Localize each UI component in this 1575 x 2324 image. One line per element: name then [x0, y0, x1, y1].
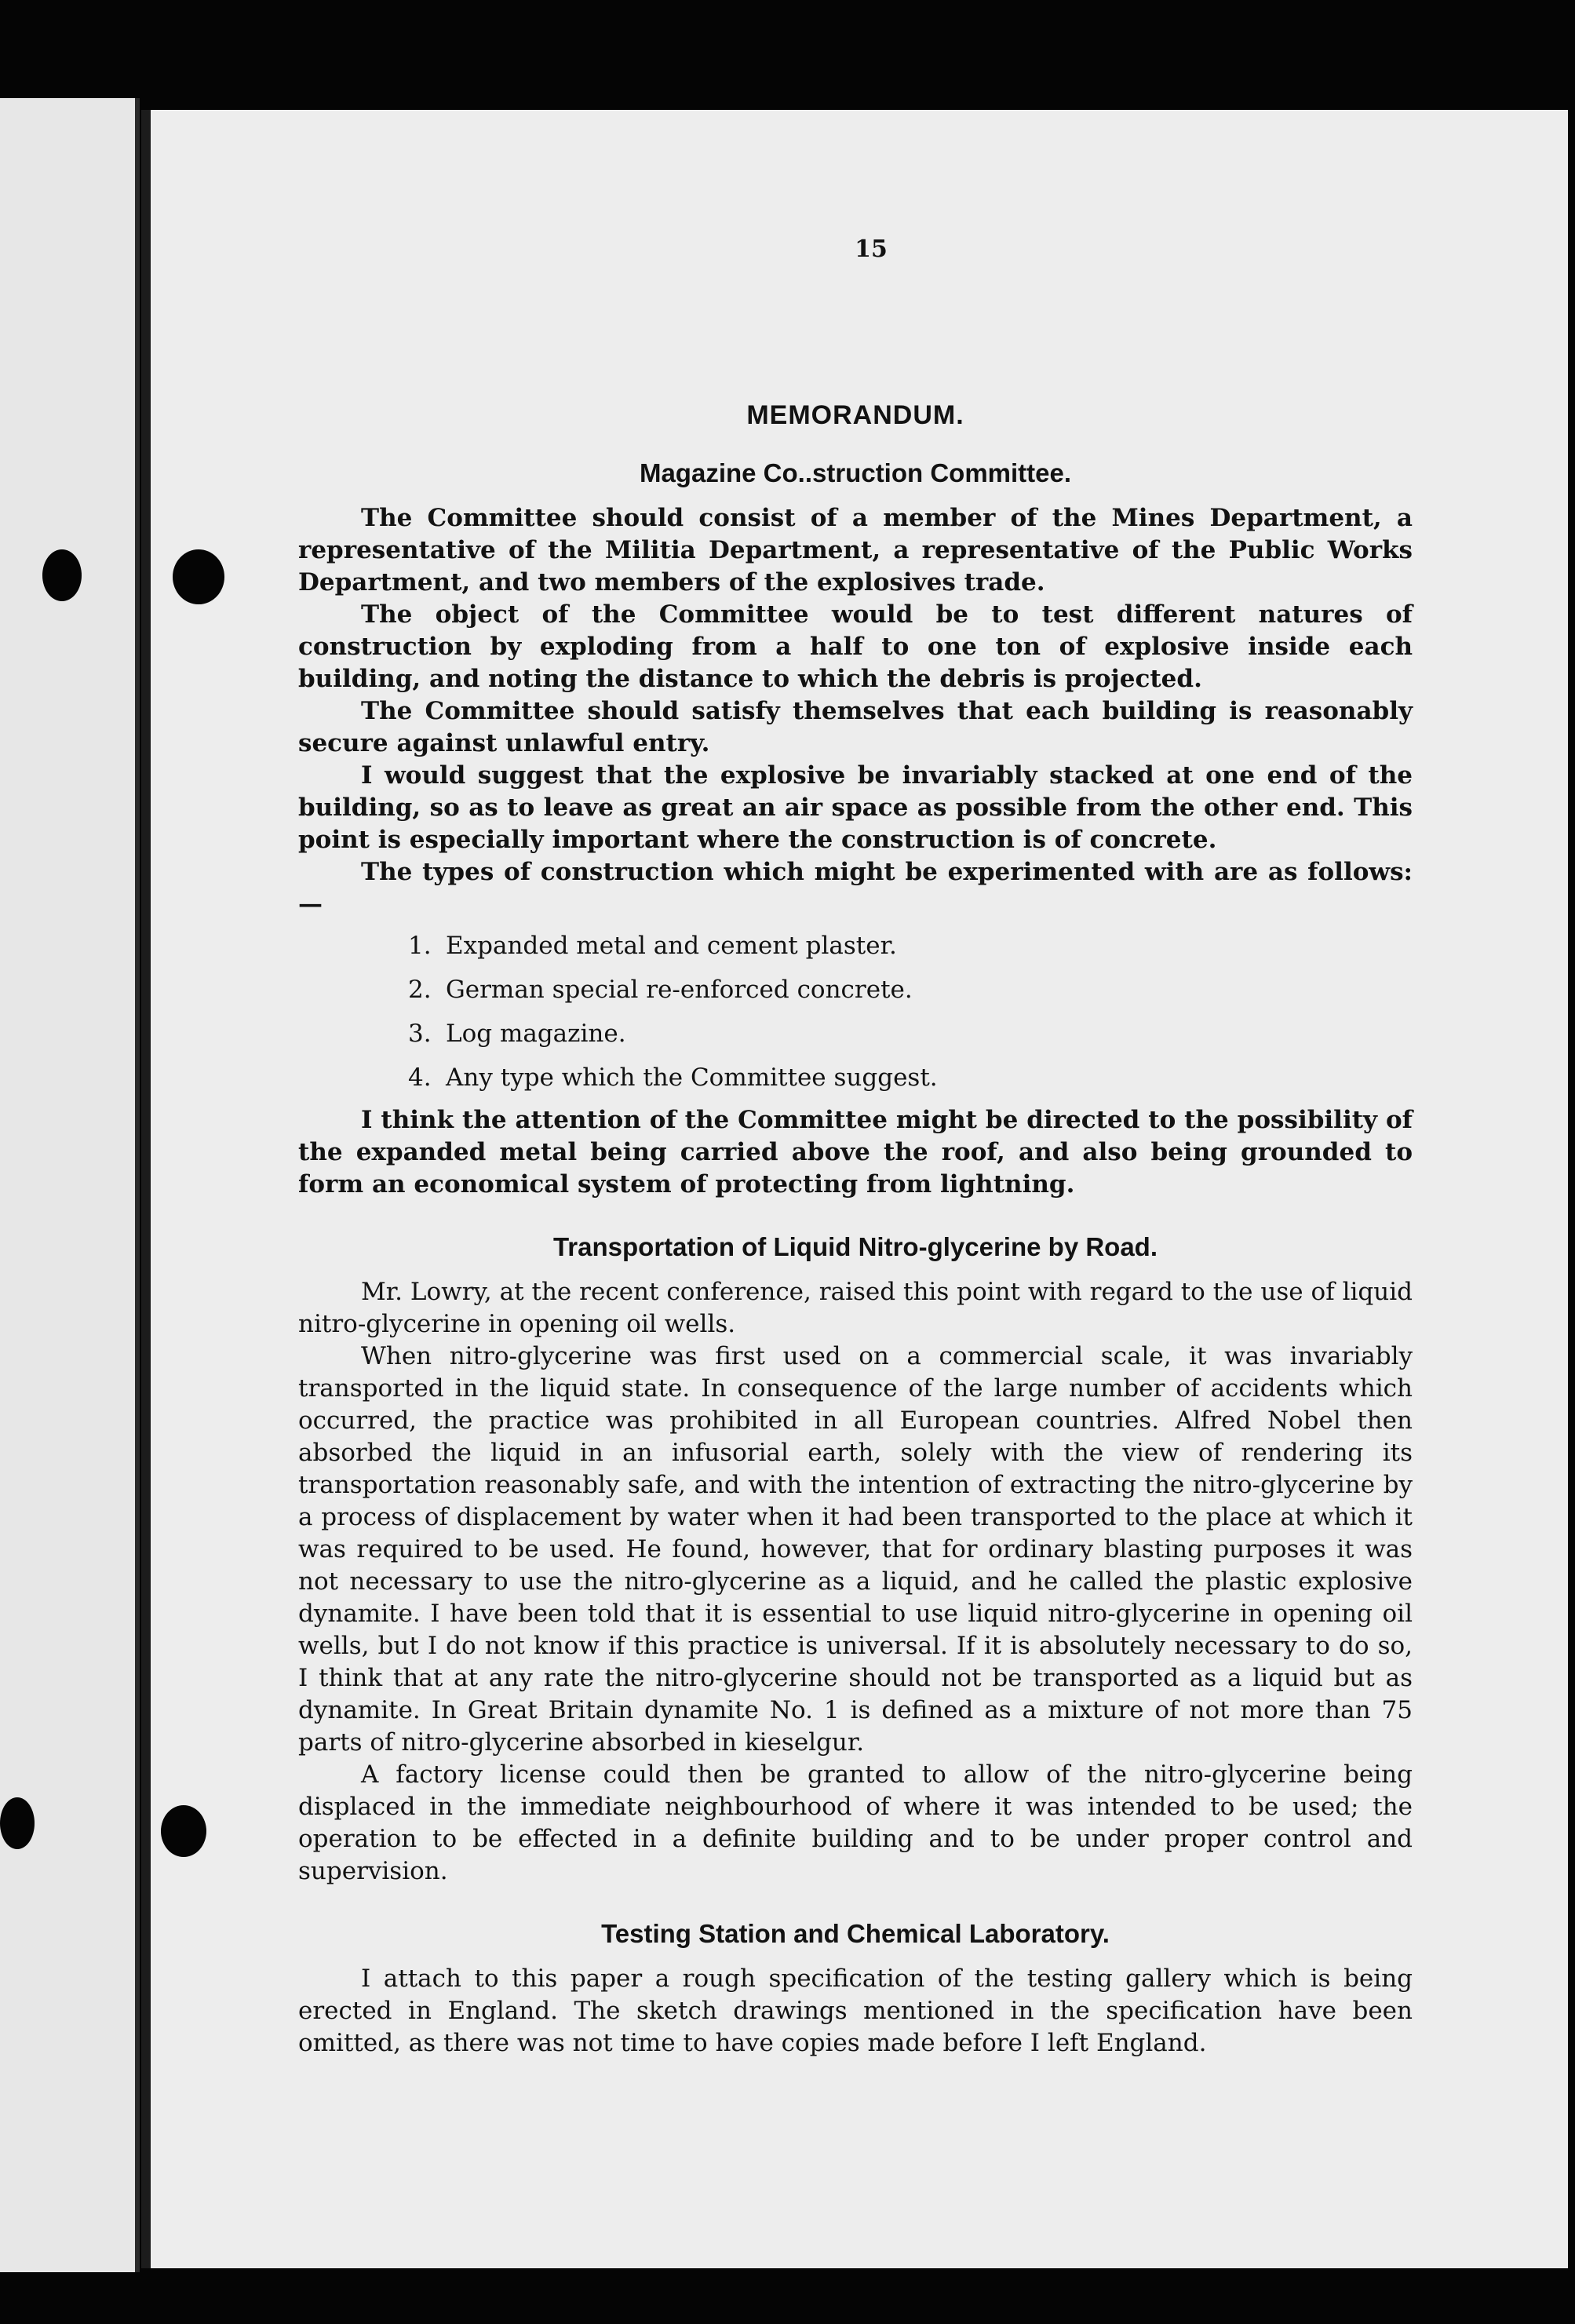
list-text: Any type which the Committee suggest. — [446, 1063, 938, 1092]
paragraph: The Committee should consist of a member of the Mines Department, a representative of the Militia Department, a representative of the Public Works Department, and two members of the explosives trade. — [298, 504, 1413, 597]
paragraph: I think the attention of the Committee might be directed to the possibility of the expanded metal being carried above the roof, and also being grounded to form an economical system of protecting from lightning. — [298, 1106, 1413, 1198]
paragraph: A factory license could then be granted to allow of the nitro-glycerine being displaced in the immediate neighbourhood of where it was intended to be used; the operation to be effected in a definite building and to be under proper control and supervision. — [298, 1760, 1413, 1885]
list-number: 1. — [408, 932, 432, 960]
list-number: 4. — [408, 1063, 432, 1092]
section-heading: Transportation of Liquid Nitro-glycerine by Road. — [552, 1232, 1158, 1261]
punch-hole-icon — [0, 1797, 35, 1849]
paragraph: Mr. Lowry, at the recent conference, raised this point with regard to the use of liquid nitro-glycerine in opening oil wells. — [298, 1278, 1413, 1338]
paragraph: The object of the Committee would be to test different natures of construction by exploding from a half to one ton of explosive inside each building, and noting the distance to which the debris is projected. — [298, 600, 1413, 693]
list-item — [298, 1012, 1413, 1056]
paragraph: I would suggest that the explosive be invariably stacked at one end of the building, so as to leave as great an air space as possible from the other end. This point is especially important where the construction is of concrete. — [298, 761, 1413, 854]
list-text: Log magazine. — [446, 1020, 626, 1048]
construction-types-list — [298, 924, 1413, 1100]
paragraph: When nitro-glycerine was first used on a commercial scale, it was invariably transported in the liquid state. In consequence of the large number of accidents which occurred, the practice was prohibited in all European countries. Alfred Nobel then absorbed the liquid in an infusorial earth, solely with the view of rendering its transportation reasonably safe, and with the intention of extracting the nitro-glycerine by a process of displacement by water when it had been transported to the place at which it was required to be used. He found, however, that for ordinary blasting purposes it was not necessary to use the nitro-glycerine as a liquid, and he called the plastic explosive dynamite. I have been told that it is essential to use liquid nitro-glycerine in opening oil wells, but I do not know if this practice is universal. If it is absolutely necessary to do so, I think that at any rate the nitro-glycerine should not be transported as a liquid but as dynamite. In Great Britain dynamite No. 1 is defined as a mixture of not more than 75 parts of nitro-glycerine absorbed in kieselgur. — [298, 1342, 1413, 1757]
punch-hole-icon — [42, 549, 82, 601]
punch-hole-icon — [161, 1805, 206, 1857]
list-number: 3. — [408, 1020, 432, 1048]
list-item — [298, 924, 1413, 968]
list-item — [298, 968, 1413, 1012]
paragraph: The types of construction which might be experimented with are as follows:— — [298, 858, 1413, 918]
page-number: 15 — [855, 235, 888, 263]
section-heading: Testing Station and Chemical Laboratory. — [601, 1919, 1110, 1948]
list-text: Expanded metal and cement plaster. — [446, 932, 897, 960]
page-title: MEMORANDUM. — [746, 400, 964, 430]
list-number: 2. — [408, 976, 432, 1004]
paragraph: I attach to this paper a rough specification of the testing gallery which is being erected in England. The sketch drawings mentioned in the specification have been omitted, as there was not time to have copies made before I left England. — [298, 1965, 1413, 2057]
punch-hole-icon — [173, 549, 224, 604]
list-item — [298, 1056, 1413, 1100]
page-content — [298, 235, 1413, 2059]
list-text: German special re-enforced concrete. — [446, 976, 913, 1004]
paragraph: The Committee should satisfy themselves that each building is reasonably secure against unlawful entry. — [298, 697, 1413, 757]
adjacent-page-edge — [0, 98, 140, 2272]
section-heading: Magazine Co..struction Committee. — [639, 458, 1072, 487]
